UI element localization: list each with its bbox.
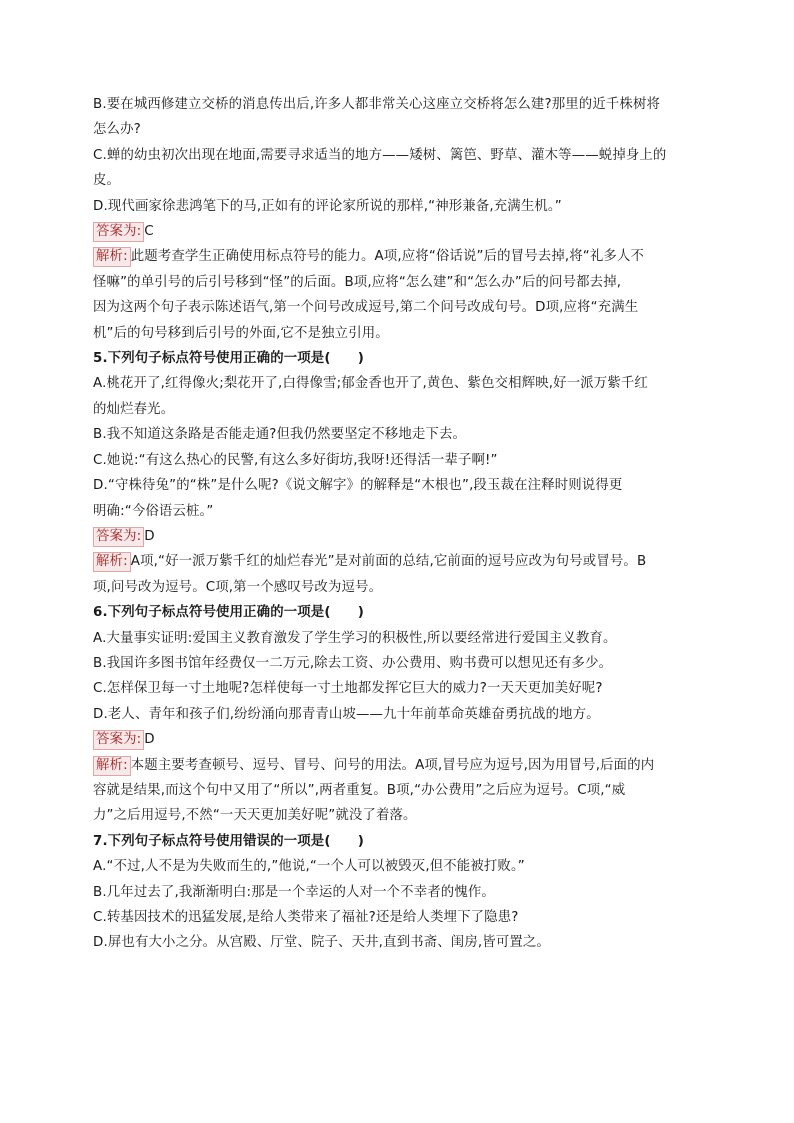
analysis-text: 此题考查学生正确使用标点符号的能力。A项,应将“俗话说”后的冒号去掉,将“礼多人不: [130, 249, 645, 265]
q6-option-b: B.我国许多图书馆年经费仅一二万元,除去工资、办公费用、购书费可以想见还有多少。: [93, 655, 613, 671]
answer-value: C: [144, 224, 154, 240]
q5-option-a-line-1: A.桃花开了,红得像火;梨花开了,白得像雪;郁金香也开了,黄色、紫色交相辉映,好一派万紫千红: [93, 376, 648, 392]
q6-analysis-line-2: 容就是结果,而这个句中又用了“所以”,两者重复。B项,“办公费用”之后应为逗号。C项,“威: [93, 782, 626, 798]
q4-answer-line: [93, 219, 705, 244]
q6-option-d: D.老人、青年和孩子们,纷纷涌向那青青山坡——九十年前革命英雄奋勇抗战的地方。: [93, 706, 600, 722]
q5-option-d-line-2: 明确:“今俗语云桩。”: [93, 503, 214, 519]
q4-analysis-line-2: 怪嘛”的单引号的后引号移到“怪”的后面。B项,应将“怎么建”和“怎么办”后的问号都去掉,: [93, 274, 622, 290]
q6-option-c: C.怎样保卫每一寸土地呢?怎样使每一寸土地都发挥它巨大的威力?一天天更加美好呢?: [93, 681, 603, 697]
analysis-label: 解析:: [93, 756, 131, 776]
analysis-text: 本题主要考查顿号、逗号、冒号、问号的用法。A项,冒号应为逗号,因为用冒号,后面的内: [130, 757, 655, 773]
q5-answer-line: [93, 524, 705, 549]
answer-value: D: [144, 732, 155, 748]
analysis-text: A项,“好一派万紫千红的灿烂春光”是对前面的总结,它前面的逗号应改为句号或冒号。B: [130, 554, 647, 570]
q4-option-b-line-1: B.要在城西修建立交桥的消息传出后,许多人都非常关心这座立交桥将怎么建?那里的近千株树将: [93, 97, 661, 112]
q5-analysis-line-1: [93, 549, 705, 574]
q7-option-b: B.几年过去了,我渐渐明白:那是一个幸运的人对一个不幸者的愧作。: [93, 884, 495, 900]
answer-label: 答案为:: [93, 222, 144, 242]
q4-option-c-line-2: 皮。: [93, 173, 121, 189]
q6-option-a: A.大量事实证明:爱国主义教育激发了学生学习的积极性,所以要经常进行爱国主义教育。: [93, 630, 617, 646]
analysis-label: 解析:: [93, 552, 131, 572]
q5-stem: 5.下列句子标点符号使用正确的一项是( ): [93, 351, 364, 367]
q5-option-c: C.她说:“有这么热心的民警,有这么多好街坊,我呀!还得活一辈子啊!”: [93, 452, 498, 468]
q4-analysis-line-3: 因为这两个句子表示陈述语气,第一个问号改成逗号,第二个问号改成句号。D项,应将“充满生: [93, 300, 639, 316]
q7-option-d: D.屏也有大小之分。从宫殿、厅堂、院子、天井,直到书斋、闺房,皆可置之。: [93, 935, 550, 951]
q7-option-c: C.转基因技术的迅猛发展,是给人类带来了福祉?还是给人类埋下了隐患?: [93, 910, 519, 925]
q6-stem: 6.下列句子标点符号使用正确的一项是( ): [93, 605, 364, 621]
answer-label: 答案为:: [93, 730, 144, 750]
q4-analysis-line-1: [93, 244, 705, 269]
answer-label: 答案为:: [93, 527, 144, 547]
q4-option-b-line-2: 怎么办?: [93, 122, 141, 138]
worksheet-page: [93, 92, 705, 956]
q7-stem: 7.下列句子标点符号使用错误的一项是( ): [93, 833, 364, 849]
q5-analysis-line-2: 项,问号改为逗号。C项,第一个感叹号改为逗号。: [93, 579, 383, 595]
q6-analysis-line-3: 力”之后用逗号,不然“一天天更加美好呢”就没了着落。: [93, 808, 417, 824]
q5-option-d-line-1: D.“守株待兔”的“株”是什么呢?《说文解字》的解释是“木根也”,段玉裁在注释时则说得更: [93, 478, 623, 494]
q4-option-c-line-1: C.蝉的幼虫初次出现在地面,需要寻求适当的地方——矮树、篱笆、野草、灌木等——蜕掉身上的: [93, 147, 667, 163]
q4-option-d-line-1: D.现代画家徐悲鸿笔下的马,正如有的评论家所说的那样,“神形兼备,充满生机。”: [93, 198, 562, 214]
q5-option-a-line-2: 的灿烂春光。: [93, 401, 175, 417]
q5-option-b: B.我不知道这条路是否能走通?但我仍然要坚定不移地走下去。: [93, 427, 467, 443]
answer-value: D: [144, 528, 155, 544]
analysis-label: 解析:: [93, 247, 131, 267]
q7-option-a: A.“不过,人不是为失败而生的,”他说,“一个人可以被毁灭,但不能被打败。”: [93, 859, 525, 875]
q6-analysis-line-1: [93, 753, 705, 778]
q6-answer-line: [93, 727, 705, 752]
q4-analysis-line-4: 机”后的句号移到后引号的外面,它不是独立引用。: [93, 325, 389, 341]
